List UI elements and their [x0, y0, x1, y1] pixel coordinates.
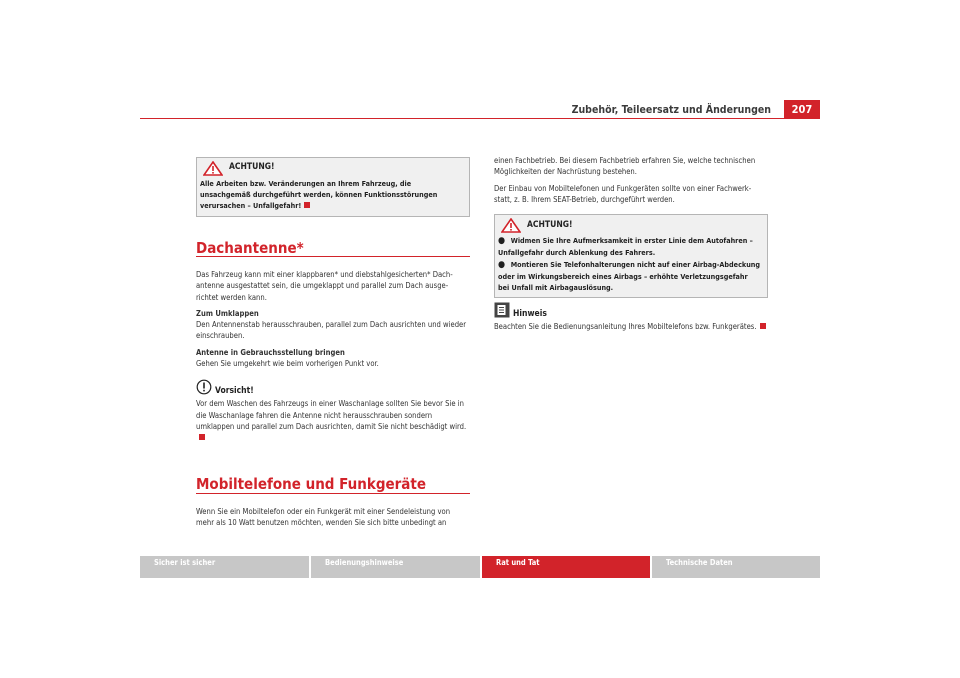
footer-tab-technische-daten[interactable]: Technische Daten	[652, 556, 820, 578]
caution-circle-icon	[196, 379, 212, 395]
warning-triangle-icon	[501, 218, 521, 233]
warning-box	[494, 214, 768, 298]
page-number: 207	[784, 100, 820, 119]
page-header-title: Zubehör, Teileersatz und Änderungen	[571, 104, 771, 116]
end-marker	[199, 434, 205, 440]
paragraph: Das Fahrzeug kann mit einer klappbaren* und diebstahlgesicherten* Dach-antenne ausgestattet sein, die umgeklappt und parallel zum Dach ausge-richtet werden kann.	[196, 269, 453, 302]
warning-header	[197, 158, 469, 178]
paragraph: Wenn Sie ein Mobiltelefon oder ein Funkgerät mit einer Sendeleistung von mehr als 10 Watt benutzen möchten, wenden Sie sich bitte unbedingt an	[196, 506, 451, 528]
hinweis-label: Hinweis	[513, 308, 547, 319]
footer-tab-rat-und-tat[interactable]: Rat und Tat	[482, 556, 650, 578]
caution-header	[196, 378, 470, 396]
warning-box	[196, 157, 470, 217]
footer-tab-bedienung[interactable]: Bedienungshinweise	[311, 556, 480, 578]
paragraph: Der Einbau von Mobiltelefonen und Funkgeräten sollte von einer Fachwerk-statt, z. B. Ihrem SEAT-Betrieb, durchgeführt werden.	[494, 183, 752, 204]
warning-text	[495, 235, 767, 297]
warning-text: Alle Arbeiten bzw. Veränderungen an Ihrem Fahrzeug, die unsachgemäß durchgeführt werden, können Funktionsstörungen verursachen – Unfallgefahr!	[200, 179, 438, 211]
left-column	[196, 157, 470, 533]
caution-label: Vorsicht!	[215, 385, 254, 396]
bullet-icon: ●	[498, 259, 511, 270]
bullet-icon: ●	[498, 236, 511, 247]
paragraph: Beachten Sie die Bedienungsanleitung Ihres Mobiltelefons bzw. Funkgerätes.	[494, 321, 768, 332]
warning-label: ACHTUNG!	[229, 162, 275, 173]
paragraph: Den Antennenstab herausschrauben, parallel zum Dach ausrichten und wieder einschrauben.	[196, 320, 467, 341]
paragraph: Vor dem Waschen des Fahrzeugs in einer Waschanlage sollten Sie bevor Sie in die Waschanlage fahren die Antenne nicht herausschrauben sondern umklappen und parallel zum Dach ausrichten, damit Sie nicht beschädigt wird.	[196, 398, 470, 443]
warning-label: ACHTUNG!	[527, 219, 573, 230]
subheading: Antenne in Gebrauchsstellung bringen	[196, 347, 345, 357]
section-title-dachantenne: Dachantenne*	[196, 243, 470, 257]
subheading: Zum Umklappen	[196, 308, 259, 318]
end-marker	[304, 202, 310, 208]
header-rule	[140, 118, 820, 119]
warning-header	[495, 215, 767, 235]
paragraph: Gehen Sie umgekehrt wie beim vorherigen Punkt vor.	[196, 358, 379, 368]
bullet-item: ● Widmen Sie Ihre Aufmerksamkeit in erster Linie dem Autofahren – Unfallgefahr durch Ablenkung des Fahrers.	[498, 236, 753, 258]
paragraph: einen Fachbetrieb. Bei diesem Fachbetrieb erfahren Sie, welche technischen Möglichkeiten der Nachrüstung bestehen.	[494, 156, 756, 177]
right-column	[494, 155, 768, 338]
section-title-mobiltelefone: Mobiltelefone und Funkgeräte	[196, 479, 470, 493]
bullet-item: ● Montieren Sie Telefonhalterungen nicht auf einer Airbag-Abdeckung oder im Wirkungsbereich eines Airbags – erhöhte Verletzungsgefahr bei Unfall mit Airbagauslösung.	[498, 259, 761, 292]
hinweis-header	[494, 301, 768, 319]
note-icon	[494, 302, 510, 318]
footer-tab-sicher[interactable]: Sicher ist sicher	[140, 556, 309, 578]
warning-triangle-icon	[203, 161, 223, 176]
end-marker	[760, 323, 766, 329]
